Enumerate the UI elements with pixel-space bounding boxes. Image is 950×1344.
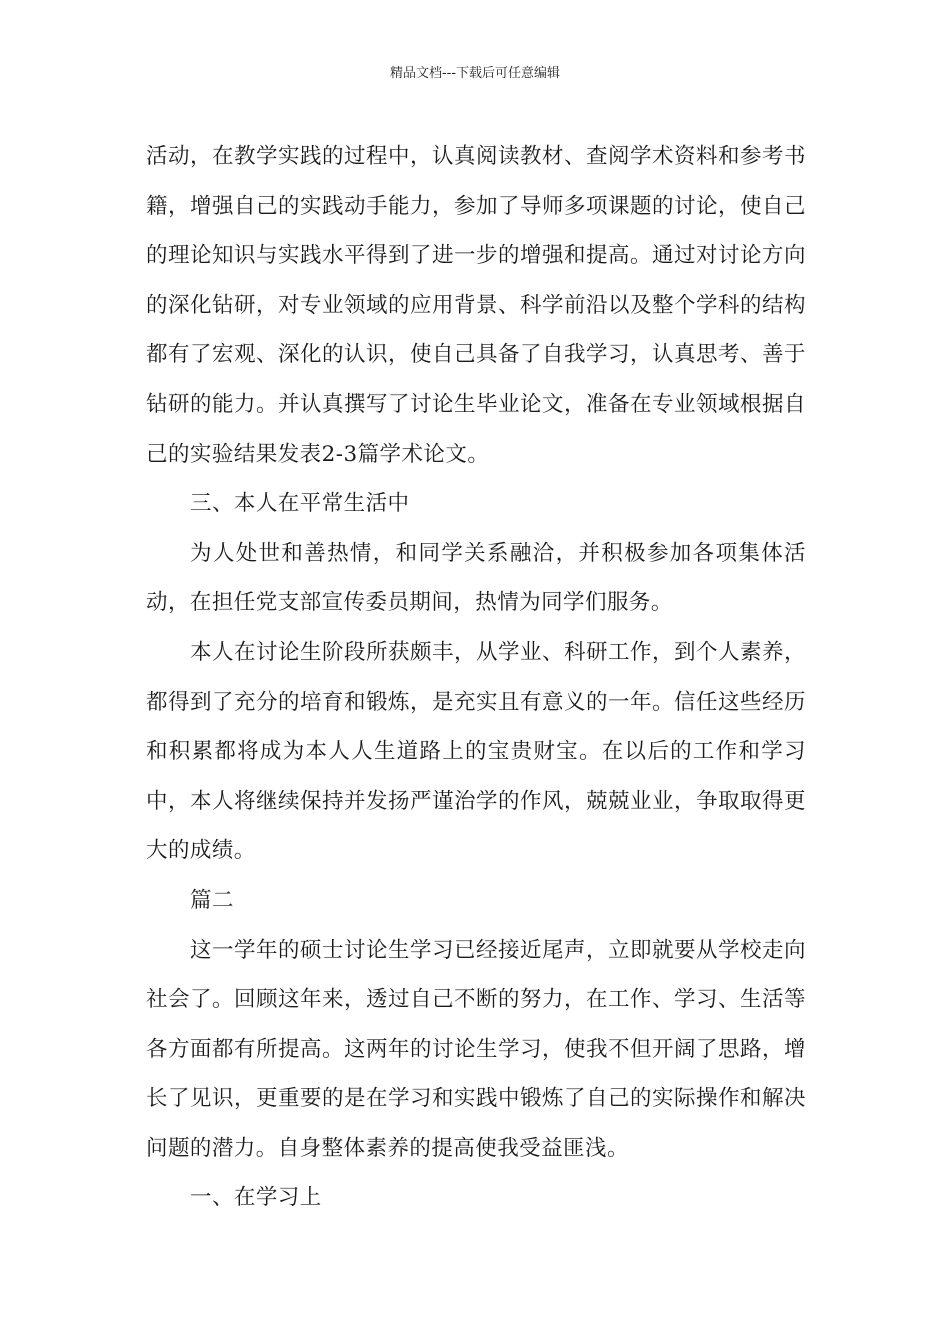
paragraph-review: 这一学年的硕士讨论生学习已经接近尾声，立即就要从学校走向社会了。回顾这年来，透过自己不断的努力，在工作、学习、生活等各方面都有所提高。这两年的讨论生学习，使我不但开阔了思路，增长了见识，更重要的是在学习和实践中锻炼了自己的实际操作和解决问题的潜力。自身整体素养的提高使我受益匪浅。 xyxy=(146,937,806,1161)
section-heading-daily-life: 三、本人在平常生活中 xyxy=(190,491,410,517)
paragraph-social-conduct: 为人处世和善热情，和同学关系融洽，并积极参加各项集体活动，在担任党支部宣传委员期间，热情为同学们服务。 xyxy=(146,540,806,616)
document-body xyxy=(146,132,806,1223)
paragraph-summary: 本人在讨论生阶段所获颇丰，从学业、科研工作，到个人素养，都得到了充分的培育和锻炼，是充实且有意义的一年。信任这些经历和积累都将成为本人人生道路上的宝贵财宝。在以后的工作和学习中，本人将继续保持并发扬严谨治学的作风，兢兢业业，争取取得更大的成绩。 xyxy=(146,639,806,864)
page-header: 精品文档---下载后可任意编辑 xyxy=(389,66,561,81)
section-heading-study: 一、在学习上 xyxy=(190,1185,322,1211)
part-heading-two: 篇二 xyxy=(190,887,234,913)
paragraph-continued-activities: 活动，在教学实践的过程中，认真阅读教材、查阅学术资料和参考书籍，增强自己的实践动手能力，参加了导师多项课题的讨论，使自己的理论知识与实践水平得到了进一步的增强和提高。通过对讨论方向的深化钻研，对专业领域的应用背景、科学前沿以及整个学科的结构都有了宏观、深化的认识，使自己具备了自我学习，认真思考、善于钻研的能力。并认真撰写了讨论生毕业论文，准备在专业领域根据自己的实验结果发表2-3篇学术论文。 xyxy=(146,144,806,467)
